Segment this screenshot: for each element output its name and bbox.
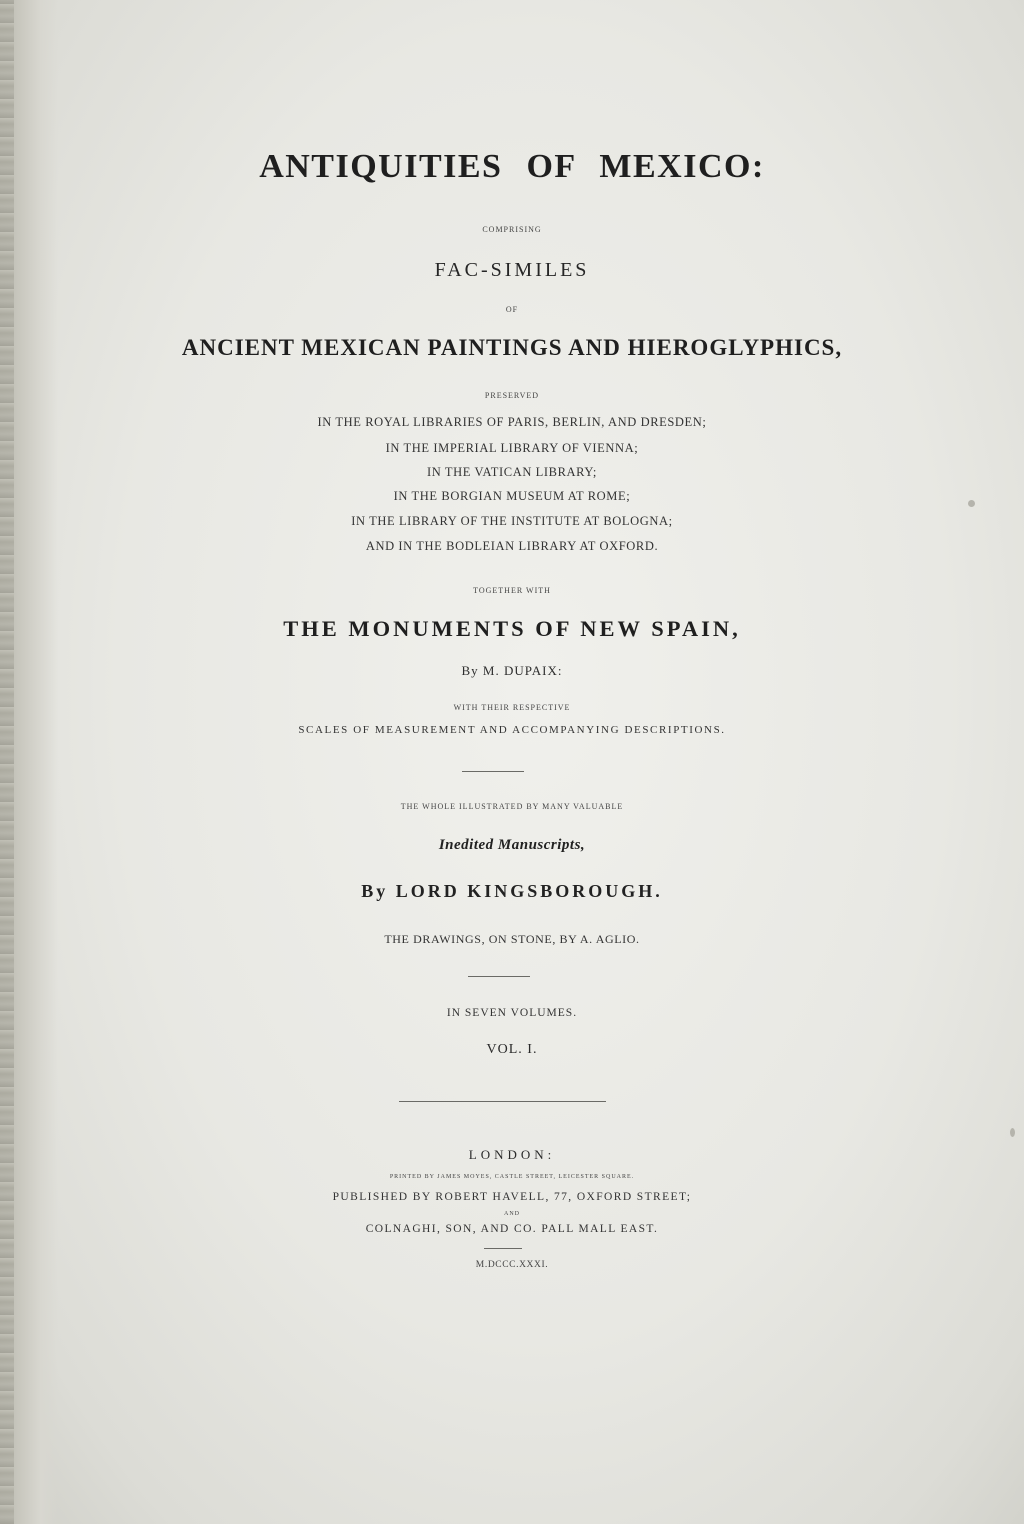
- facsimiles-heading: FAC-SIMILES: [434, 259, 590, 281]
- colnaghi-line: COLNAGHI, SON, AND CO. PALL MALL EAST.: [365, 1223, 659, 1235]
- divider-rule-3: [399, 1101, 606, 1102]
- divider-rule-2: [468, 976, 530, 977]
- divider-rule-4: [484, 1248, 522, 1249]
- dupaix-byline: By M. DUPAIX:: [461, 663, 563, 678]
- with-respective-label: WITH THEIR RESPECTIVE: [453, 703, 571, 712]
- preserved-label: PRESERVED: [484, 391, 540, 400]
- library-line-1: IN THE ROYAL LIBRARIES OF PARIS, BERLIN, AND DRESDEN;: [317, 415, 707, 429]
- publisher-line: PUBLISHED BY ROBERT HAVELL, 77, OXFORD STREET;: [332, 1191, 692, 1203]
- divider-rule-1: [462, 771, 524, 772]
- together-with-label: TOGETHER WITH: [473, 586, 551, 595]
- comprising-label: COMPRISING: [482, 225, 542, 234]
- ancient-paintings-heading: ANCIENT MEXICAN PAINTINGS AND HIEROGLYPHICS,: [181, 335, 843, 360]
- whole-illustrated-label: THE WHOLE ILLUSTRATED BY MANY VALUABLE: [400, 802, 624, 811]
- london-imprint: LONDON:: [468, 1147, 556, 1162]
- main-title: ANTIQUITIES OF MEXICO:: [259, 148, 765, 185]
- drawings-credit: THE DRAWINGS, ON STONE, BY A. AGLIO.: [384, 932, 640, 946]
- volumes-line: IN SEVEN VOLUMES.: [446, 1007, 578, 1019]
- of-label: OF: [505, 305, 519, 314]
- library-line-5: IN THE LIBRARY OF THE INSTITUTE AT BOLOGNA;: [351, 514, 673, 528]
- library-line-4: IN THE BORGIAN MUSEUM AT ROME;: [393, 489, 631, 503]
- printer-line: PRINTED BY JAMES MOYES, CASTLE STREET, LEICESTER SQUARE.: [389, 1174, 635, 1180]
- kingsborough-byline: By LORD KINGSBOROUGH.: [361, 881, 663, 901]
- scales-line: SCALES OF MEASUREMENT AND ACCOMPANYING DESCRIPTIONS.: [298, 724, 726, 736]
- paper-speck: [1010, 1128, 1015, 1137]
- and-label: AND: [504, 1211, 520, 1217]
- publication-date: M.DCCC.XXXI.: [475, 1260, 549, 1270]
- monuments-heading: THE MONUMENTS OF NEW SPAIN,: [283, 616, 741, 641]
- paper-speck: [968, 500, 975, 507]
- library-line-6: AND IN THE BODLEIAN LIBRARY AT OXFORD.: [365, 539, 659, 553]
- volume-number: VOL. I.: [486, 1042, 538, 1057]
- library-line-2: IN THE IMPERIAL LIBRARY OF VIENNA;: [385, 441, 639, 455]
- inedited-manuscripts: Inedited Manuscripts,: [438, 837, 586, 853]
- library-line-3: IN THE VATICAN LIBRARY;: [427, 465, 597, 479]
